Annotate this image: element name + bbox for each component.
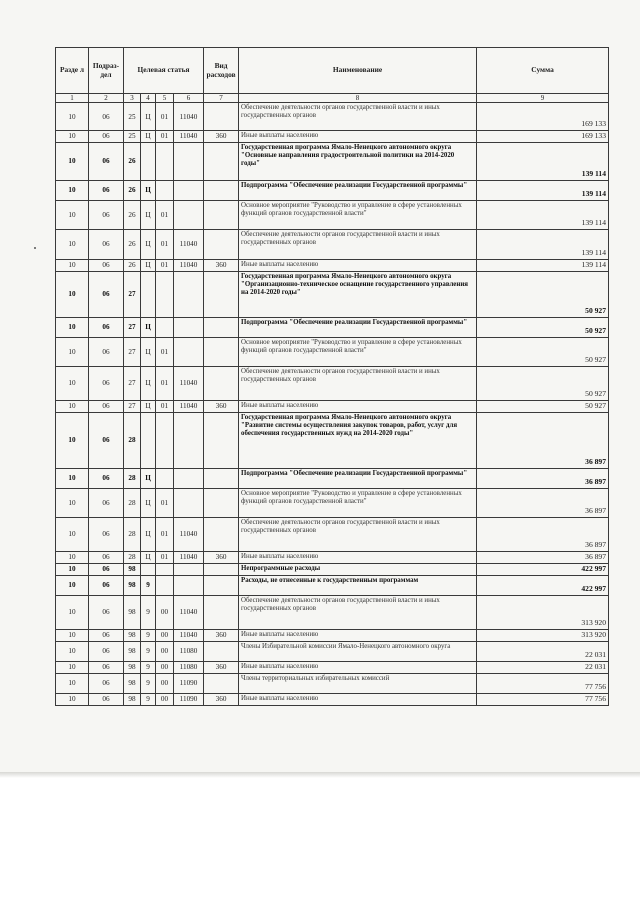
table-row <box>56 318 609 338</box>
expense-type-cell <box>204 564 239 576</box>
razdel-cell: 10 <box>56 518 89 552</box>
razdel-cell: 10 <box>56 469 89 489</box>
razdel-cell: 10 <box>56 181 89 201</box>
podrazdel-cell: 06 <box>89 596 124 630</box>
amount-cell: 50 927 <box>477 401 609 413</box>
expense-type-cell <box>204 338 239 367</box>
target-article-activity-cell <box>156 143 174 181</box>
table-row <box>56 131 609 143</box>
razdel-cell: 10 <box>56 401 89 413</box>
amount-cell: 139 114 <box>477 201 609 230</box>
amount-cell: 139 114 <box>477 230 609 260</box>
table-row <box>56 401 609 413</box>
razdel-cell: 10 <box>56 596 89 630</box>
amount-cell: 50 927 <box>477 272 609 318</box>
amount-cell: 22 031 <box>477 641 609 661</box>
podrazdel-cell: 06 <box>89 318 124 338</box>
target-article-direction-cell: 11080 <box>174 641 204 661</box>
podrazdel-cell: 06 <box>89 272 124 318</box>
target-article-subprogram-cell: Ц <box>141 230 156 260</box>
expense-type-cell <box>204 518 239 552</box>
expense-type-cell <box>204 103 239 131</box>
razdel-cell: 10 <box>56 552 89 564</box>
table-row <box>56 103 609 131</box>
podrazdel-cell: 06 <box>89 576 124 596</box>
header-celevaya-statya: Целевая статья <box>124 48 204 94</box>
podrazdel-cell: 06 <box>89 131 124 143</box>
name-cell: Иные выплаты населению <box>239 131 477 143</box>
name-cell: Подпрограмма "Обеспечение реализации Государственной программы" <box>239 469 477 489</box>
amount-cell: 50 927 <box>477 367 609 401</box>
target-article-activity-cell: 01 <box>156 338 174 367</box>
target-article-subprogram-cell <box>141 413 156 469</box>
target-article-activity-cell <box>156 181 174 201</box>
header-naimenovanie: Наименование <box>239 48 477 94</box>
target-article-program-cell: 26 <box>124 260 141 272</box>
page-edge-shadow <box>0 772 640 778</box>
target-article-program-cell: 27 <box>124 401 141 413</box>
target-article-program-cell: 25 <box>124 103 141 131</box>
expense-type-cell <box>204 469 239 489</box>
column-number: 7 <box>204 94 239 103</box>
name-cell: Расходы, не отнесенные к государственным программам <box>239 576 477 596</box>
target-article-activity-cell <box>156 413 174 469</box>
expense-type-cell <box>204 143 239 181</box>
target-article-subprogram-cell <box>141 143 156 181</box>
amount-cell: 50 927 <box>477 338 609 367</box>
table-row <box>56 230 609 260</box>
podrazdel-cell: 06 <box>89 181 124 201</box>
name-cell: Обеспечение деятельности органов государственной власти и иных государственных органов <box>239 103 477 131</box>
target-article-subprogram-cell: Ц <box>141 489 156 518</box>
table-row <box>56 413 609 469</box>
expense-type-cell <box>204 673 239 693</box>
podrazdel-cell: 06 <box>89 564 124 576</box>
podrazdel-cell: 06 <box>89 641 124 661</box>
target-article-program-cell: 26 <box>124 143 141 181</box>
podrazdel-cell: 06 <box>89 489 124 518</box>
target-article-activity-cell: 00 <box>156 661 174 673</box>
target-article-direction-cell <box>174 564 204 576</box>
razdel-cell: 10 <box>56 318 89 338</box>
podrazdel-cell: 06 <box>89 201 124 230</box>
amount-cell: 36 897 <box>477 469 609 489</box>
target-article-subprogram-cell: Ц <box>141 260 156 272</box>
razdel-cell: 10 <box>56 230 89 260</box>
table-row <box>56 181 609 201</box>
target-article-program-cell: 28 <box>124 518 141 552</box>
podrazdel-cell: 06 <box>89 338 124 367</box>
amount-cell: 139 114 <box>477 181 609 201</box>
podrazdel-cell: 06 <box>89 630 124 642</box>
table-row <box>56 469 609 489</box>
target-article-direction-cell: 11040 <box>174 552 204 564</box>
expense-type-cell: 360 <box>204 693 239 705</box>
target-article-program-cell: 28 <box>124 552 141 564</box>
podrazdel-cell: 06 <box>89 661 124 673</box>
razdel-cell: 10 <box>56 260 89 272</box>
expense-type-cell: 360 <box>204 630 239 642</box>
amount-cell: 77 756 <box>477 693 609 705</box>
expense-type-cell <box>204 318 239 338</box>
podrazdel-cell: 06 <box>89 230 124 260</box>
amount-cell: 422 997 <box>477 564 609 576</box>
column-number: 3 <box>124 94 141 103</box>
column-number: 6 <box>174 94 204 103</box>
target-article-subprogram-cell: Ц <box>141 338 156 367</box>
razdel-cell: 10 <box>56 641 89 661</box>
target-article-program-cell: 98 <box>124 641 141 661</box>
amount-cell: 422 997 <box>477 576 609 596</box>
target-article-activity-cell: 01 <box>156 367 174 401</box>
target-article-subprogram-cell: 9 <box>141 693 156 705</box>
name-cell: Иные выплаты населению <box>239 661 477 673</box>
header-razdel: Разде л <box>56 48 89 94</box>
razdel-cell: 10 <box>56 201 89 230</box>
target-article-activity-cell: 01 <box>156 518 174 552</box>
target-article-activity-cell: 00 <box>156 596 174 630</box>
column-number: 9 <box>477 94 609 103</box>
name-cell: Иные выплаты населению <box>239 260 477 272</box>
target-article-subprogram-cell <box>141 272 156 318</box>
target-article-subprogram-cell: Ц <box>141 131 156 143</box>
amount-cell: 36 897 <box>477 518 609 552</box>
target-article-program-cell: 28 <box>124 469 141 489</box>
table-row <box>56 338 609 367</box>
target-article-direction-cell: 11090 <box>174 693 204 705</box>
target-article-direction-cell <box>174 201 204 230</box>
target-article-program-cell: 27 <box>124 318 141 338</box>
razdel-cell: 10 <box>56 367 89 401</box>
target-article-subprogram-cell: 9 <box>141 576 156 596</box>
expense-type-cell <box>204 201 239 230</box>
header-vid-rashodov: Вид расходов <box>204 48 239 94</box>
razdel-cell: 10 <box>56 272 89 318</box>
target-article-subprogram-cell: Ц <box>141 552 156 564</box>
target-article-subprogram-cell: 9 <box>141 596 156 630</box>
target-article-direction-cell: 11040 <box>174 131 204 143</box>
expense-type-cell <box>204 413 239 469</box>
target-article-direction-cell: 11040 <box>174 401 204 413</box>
target-article-activity-cell: 01 <box>156 552 174 564</box>
table-row <box>56 201 609 230</box>
target-article-subprogram-cell: Ц <box>141 367 156 401</box>
podrazdel-cell: 06 <box>89 143 124 181</box>
razdel-cell: 10 <box>56 338 89 367</box>
amount-cell: 169 133 <box>477 131 609 143</box>
column-number: 4 <box>141 94 156 103</box>
target-article-direction-cell <box>174 318 204 338</box>
expense-type-cell <box>204 576 239 596</box>
target-article-program-cell: 27 <box>124 367 141 401</box>
header-summa: Сумма <box>477 48 609 94</box>
target-article-activity-cell <box>156 318 174 338</box>
target-article-subprogram-cell: 9 <box>141 630 156 642</box>
razdel-cell: 10 <box>56 489 89 518</box>
target-article-program-cell: 26 <box>124 230 141 260</box>
table-row <box>56 661 609 673</box>
razdel-cell: 10 <box>56 673 89 693</box>
target-article-program-cell: 27 <box>124 338 141 367</box>
target-article-activity-cell: 01 <box>156 103 174 131</box>
name-cell: Члены Избирательной комиссии Ямало-Ненецкого автономного округа <box>239 641 477 661</box>
name-cell: Основное мероприятие "Руководство и управление в сфере установленных функций органов государственной власти" <box>239 201 477 230</box>
podrazdel-cell: 06 <box>89 413 124 469</box>
podrazdel-cell: 06 <box>89 552 124 564</box>
amount-cell: 313 920 <box>477 630 609 642</box>
target-article-subprogram-cell: 9 <box>141 673 156 693</box>
razdel-cell: 10 <box>56 103 89 131</box>
amount-cell: 36 897 <box>477 489 609 518</box>
table-row <box>56 673 609 693</box>
podrazdel-cell: 06 <box>89 693 124 705</box>
target-article-program-cell: 26 <box>124 201 141 230</box>
target-article-direction-cell <box>174 181 204 201</box>
target-article-direction-cell <box>174 338 204 367</box>
target-article-subprogram-cell: Ц <box>141 469 156 489</box>
table-row <box>56 272 609 318</box>
target-article-activity-cell: 00 <box>156 673 174 693</box>
target-article-program-cell: 98 <box>124 661 141 673</box>
amount-cell: 77 756 <box>477 673 609 693</box>
name-cell: Основное мероприятие "Руководство и управление в сфере установленных функций органов государственной власти" <box>239 489 477 518</box>
target-article-program-cell: 98 <box>124 576 141 596</box>
podrazdel-cell: 06 <box>89 518 124 552</box>
amount-cell: 139 114 <box>477 143 609 181</box>
target-article-program-cell: 27 <box>124 272 141 318</box>
target-article-subprogram-cell <box>141 564 156 576</box>
podrazdel-cell: 06 <box>89 367 124 401</box>
name-cell: Обеспечение деятельности органов государственной власти и иных государственных органов <box>239 367 477 401</box>
amount-cell: 169 133 <box>477 103 609 131</box>
target-article-activity-cell <box>156 272 174 318</box>
expense-type-cell <box>204 367 239 401</box>
expense-type-cell <box>204 230 239 260</box>
name-cell: Обеспечение деятельности органов государственной власти и иных государственных органов <box>239 596 477 630</box>
razdel-cell: 10 <box>56 564 89 576</box>
target-article-direction-cell: 11040 <box>174 260 204 272</box>
expense-type-cell <box>204 641 239 661</box>
target-article-activity-cell: 01 <box>156 401 174 413</box>
name-cell: Иные выплаты населению <box>239 630 477 642</box>
amount-cell: 22 031 <box>477 661 609 673</box>
target-article-direction-cell <box>174 489 204 518</box>
name-cell: Обеспечение деятельности органов государственной власти и иных государственных органов <box>239 518 477 552</box>
target-article-activity-cell <box>156 469 174 489</box>
amount-cell: 313 920 <box>477 596 609 630</box>
target-article-activity-cell: 01 <box>156 489 174 518</box>
expense-type-cell <box>204 181 239 201</box>
expense-type-cell: 360 <box>204 260 239 272</box>
target-article-direction-cell: 11040 <box>174 230 204 260</box>
target-article-subprogram-cell: Ц <box>141 401 156 413</box>
amount-cell: 36 897 <box>477 413 609 469</box>
table-row <box>56 693 609 705</box>
name-cell: Основное мероприятие "Руководство и управление в сфере установленных функций органов государственной власти" <box>239 338 477 367</box>
name-cell: Члены территориальных избирательных комиссий <box>239 673 477 693</box>
target-article-direction-cell: 11040 <box>174 630 204 642</box>
table-row <box>56 564 609 576</box>
razdel-cell: 10 <box>56 630 89 642</box>
target-article-subprogram-cell: Ц <box>141 181 156 201</box>
table-row <box>56 489 609 518</box>
target-article-activity-cell <box>156 564 174 576</box>
target-article-activity-cell: 00 <box>156 693 174 705</box>
name-cell: Иные выплаты населению <box>239 693 477 705</box>
name-cell: Государственная программа Ямало-Ненецкого автономного округа "Организационно-техническое оснащение государственного управления на 2014-2020 годы" <box>239 272 477 318</box>
podrazdel-cell: 06 <box>89 673 124 693</box>
table-row <box>56 367 609 401</box>
target-article-direction-cell <box>174 576 204 596</box>
name-cell: Обеспечение деятельности органов государственной власти и иных государственных органов <box>239 230 477 260</box>
name-cell: Государственная программа Ямало-Ненецкого автономного округа "Основные направления градостроительной политики на 2014-2020 годы" <box>239 143 477 181</box>
target-article-direction-cell: 11040 <box>174 518 204 552</box>
column-number: 8 <box>239 94 477 103</box>
target-article-program-cell: 98 <box>124 693 141 705</box>
target-article-direction-cell: 11080 <box>174 661 204 673</box>
amount-cell: 36 897 <box>477 552 609 564</box>
expense-type-cell <box>204 272 239 318</box>
podrazdel-cell: 06 <box>89 103 124 131</box>
expense-type-cell: 360 <box>204 661 239 673</box>
target-article-direction-cell <box>174 143 204 181</box>
target-article-program-cell: 98 <box>124 564 141 576</box>
target-article-subprogram-cell: Ц <box>141 103 156 131</box>
name-cell: Государственная программа Ямало-Ненецкого автономного округа "Развитие системы осуществления закупок товаров, работ, услуг для обеспечения государственных нужд на 2014-2020 годы" <box>239 413 477 469</box>
target-article-program-cell: 25 <box>124 131 141 143</box>
target-article-activity-cell: 01 <box>156 260 174 272</box>
table-row <box>56 576 609 596</box>
name-cell: Иные выплаты населению <box>239 552 477 564</box>
name-cell: Подпрограмма "Обеспечение реализации Государственной программы" <box>239 318 477 338</box>
name-cell: Непрограммные расходы <box>239 564 477 576</box>
name-cell: Подпрограмма "Обеспечение реализации Государственной программы" <box>239 181 477 201</box>
expense-type-cell: 360 <box>204 401 239 413</box>
podrazdel-cell: 06 <box>89 469 124 489</box>
target-article-direction-cell: 11090 <box>174 673 204 693</box>
header-row <box>56 48 609 94</box>
target-article-subprogram-cell: Ц <box>141 201 156 230</box>
column-number: 1 <box>56 94 89 103</box>
razdel-cell: 10 <box>56 131 89 143</box>
target-article-program-cell: 28 <box>124 489 141 518</box>
target-article-direction-cell <box>174 413 204 469</box>
table-row <box>56 143 609 181</box>
target-article-direction-cell <box>174 469 204 489</box>
table-row <box>56 641 609 661</box>
target-article-activity-cell: 01 <box>156 131 174 143</box>
expense-type-cell: 360 <box>204 131 239 143</box>
podrazdel-cell: 06 <box>89 260 124 272</box>
target-article-subprogram-cell: Ц <box>141 318 156 338</box>
target-article-activity-cell: 00 <box>156 641 174 661</box>
amount-cell: 50 927 <box>477 318 609 338</box>
target-article-subprogram-cell: 9 <box>141 661 156 673</box>
target-article-activity-cell: 00 <box>156 630 174 642</box>
target-article-program-cell: 98 <box>124 673 141 693</box>
table-row <box>56 260 609 272</box>
target-article-activity-cell <box>156 576 174 596</box>
table-row <box>56 630 609 642</box>
razdel-cell: 10 <box>56 693 89 705</box>
column-number-row <box>56 94 609 103</box>
target-article-activity-cell: 01 <box>156 230 174 260</box>
expense-type-cell <box>204 489 239 518</box>
target-article-subprogram-cell: 9 <box>141 641 156 661</box>
target-article-program-cell: 98 <box>124 596 141 630</box>
table-row <box>56 518 609 552</box>
table-row <box>56 596 609 630</box>
razdel-cell: 10 <box>56 413 89 469</box>
target-article-activity-cell: 01 <box>156 201 174 230</box>
header-podrazdel: Подраз- дел <box>89 48 124 94</box>
expense-type-cell: 360 <box>204 552 239 564</box>
column-number: 5 <box>156 94 174 103</box>
razdel-cell: 10 <box>56 143 89 181</box>
target-article-subprogram-cell: Ц <box>141 518 156 552</box>
scan-speck <box>34 247 36 249</box>
target-article-program-cell: 98 <box>124 630 141 642</box>
expense-type-cell <box>204 596 239 630</box>
target-article-direction-cell <box>174 272 204 318</box>
name-cell: Иные выплаты населению <box>239 401 477 413</box>
amount-cell: 139 114 <box>477 260 609 272</box>
table-row <box>56 552 609 564</box>
target-article-direction-cell: 11040 <box>174 596 204 630</box>
column-number: 2 <box>89 94 124 103</box>
target-article-program-cell: 26 <box>124 181 141 201</box>
razdel-cell: 10 <box>56 661 89 673</box>
target-article-direction-cell: 11040 <box>174 367 204 401</box>
target-article-direction-cell: 11040 <box>174 103 204 131</box>
table-body <box>56 103 609 706</box>
budget-table <box>55 47 609 706</box>
razdel-cell: 10 <box>56 576 89 596</box>
target-article-program-cell: 28 <box>124 413 141 469</box>
podrazdel-cell: 06 <box>89 401 124 413</box>
